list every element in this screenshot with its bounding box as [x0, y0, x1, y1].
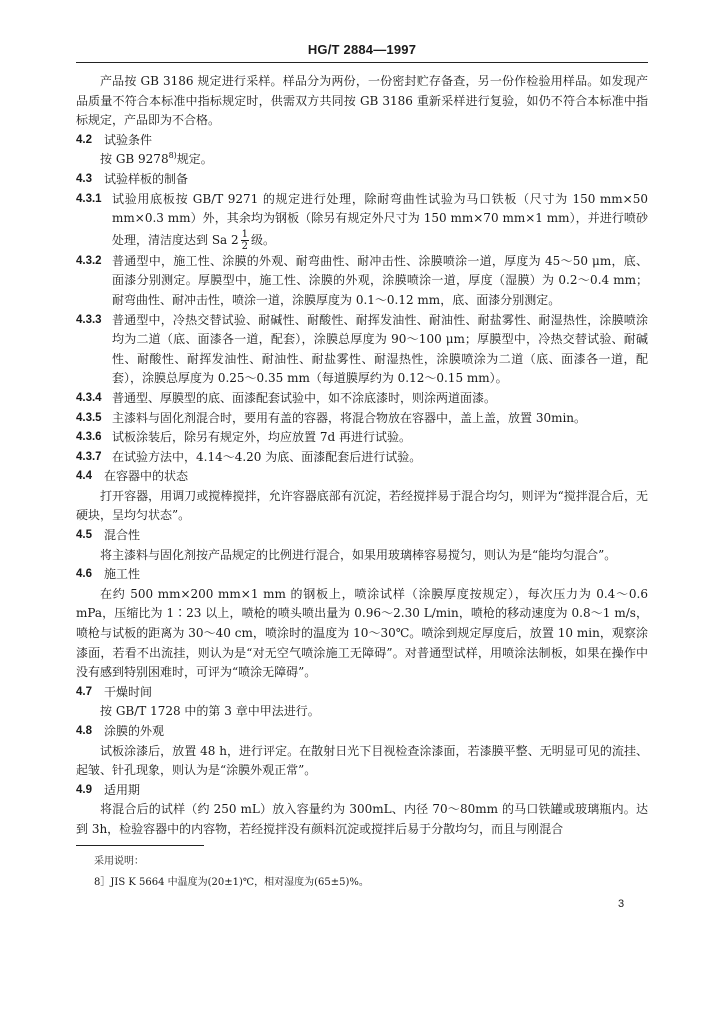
section-title: 试验样板的制备	[104, 171, 189, 186]
section-title: 施工性	[104, 567, 141, 582]
section-4-4-heading	[76, 467, 648, 487]
page-number: 3	[618, 898, 625, 910]
clause-text	[112, 190, 648, 252]
clause-number: 4.3.6	[76, 431, 102, 444]
section-number: 4.7	[76, 685, 92, 698]
clause-number: 4.3.5	[76, 411, 102, 424]
section-4-9-text: 将混合后的试样（约 250 mL）放入容量约为 300mL、内径 70～80mm 的马口铁罐或玻璃瓶内。达到 3h，检验容器中的内容物，若经搅拌没有颜料沉淀或搅拌后易于分散均匀，而且与刚混合	[76, 802, 648, 836]
section-number: 4.9	[76, 783, 92, 796]
clause-number: 4.3.3	[76, 313, 102, 326]
clause-text: 在试验方法中，4.14～4.20 为底、面漆配套后进行试验。	[112, 449, 422, 464]
section-number: 4.4	[76, 470, 92, 483]
clause-4-3-3	[76, 311, 648, 389]
section-title: 试验条件	[104, 132, 153, 147]
section-4-2-text	[76, 150, 648, 170]
document-body	[76, 72, 648, 840]
section-number: 4.3	[76, 172, 92, 185]
section-title: 适用期	[104, 782, 141, 797]
sampling-paragraph: 产品按 GB 3186 规定进行采样。样品分为两份，一份密封贮存备查，另一份作检验用样品。如发现产品质量不符合本标准中指标规定时，供需双方共同按 GB 3186 重新采样进行复验，如仍不符合本标准中指标规定，产品即为不合格。	[76, 74, 648, 128]
clause-number: 4.3.1	[76, 192, 102, 205]
fraction-numerator: 1	[241, 228, 249, 240]
section-4-6-text: 在约 500 mm×200 mm×1 mm 的钢板上，喷涂试样（涂膜厚度按规定），每次压力为 0.4～0.6 mPa，压缩比为 1∶23 以上，喷枪的喷头喷出量为 0.96～2.30 L/min，喷枪的移动速度为 0.8～1 m/s，喷枪与试板的距离为 30～40 cm，喷涂时的温度为 10～30℃。喷涂到规定厚度后，放置 10 min，观察涂漆面，若看不出流挂，则认为是“对无空气喷涂施工无障碍”。对普通型试样，用喷涂法制板，如果在操作中没有感到特别困难时，可评为“喷涂无障碍”。	[76, 586, 648, 680]
section-title: 干燥时间	[104, 684, 153, 699]
section-number: 4.2	[76, 133, 92, 146]
clause-text: 试板涂装后，除另有规定外，均应放置 7d 再进行试验。	[112, 430, 411, 445]
clause-4-3-2	[76, 252, 648, 311]
section-title: 在容器中的状态	[104, 469, 189, 484]
fraction-denominator: 2	[241, 240, 249, 252]
clause-number: 4.3.7	[76, 450, 102, 463]
section-title: 混合性	[104, 528, 141, 543]
test-conditions-text: 按 GB 9278	[100, 152, 169, 167]
section-4-5-text: 将主漆料与固化剂按产品规定的比例进行混合，如果用玻璃棒容易搅匀，则认为是“能均匀混合”。	[100, 547, 617, 562]
section-4-2-heading	[76, 131, 648, 151]
footnote-rule	[76, 845, 204, 846]
footnote-title: 采用说明：	[94, 856, 144, 867]
footnote-marker: 8)	[168, 151, 177, 161]
section-4-7-text: 按 GB/T 1728 中的第 3 章中甲法进行。	[100, 704, 320, 719]
clause-4-3-7	[76, 448, 648, 468]
section-4-3-heading	[76, 170, 648, 190]
section-number: 4.5	[76, 529, 92, 542]
substrate-text: 试验用底板按 GB/T 9271 的规定进行处理，除耐弯曲性试验为马口铁板（尺寸为 150 mm×50 mm×0.3 mm）外，其余均为钢板（除另有规定外尺寸为 150 mm×70 mm×1 mm），并进行喷砂处理，清洁度达到 Sa 2	[112, 191, 648, 247]
section-4-7-heading	[76, 683, 648, 703]
clause-text: 普通型中，冷热交替试验、耐碱性、耐酸性、耐挥发油性、耐油性、耐盐雾性、耐湿热性，涂膜喷涂均为二道（底、面漆各一道，配套），涂膜总厚度为 90～100 μm；厚膜型中，冷热交替试验、耐碱性、耐酸性、耐挥发油性、耐油性、耐盐雾性、耐湿热性，涂膜喷涂为二道（底、面漆各一道，配套），涂膜总厚度为 0.25～0.35 mm（每道膜厚约为 0.12～0.15 mm）。	[112, 312, 648, 386]
standard-code-header: HG/T 2884—1997	[307, 42, 417, 57]
clause-text: 主漆料与固化剂混合时，要用有盖的容器，将混合物放在容器中，盖上盖，放置 30min。	[112, 410, 587, 425]
clause-text: 普通型、厚膜型的底、面漆配套试验中，如不涂底漆时，则涂两道面漆。	[112, 390, 497, 405]
section-4-8-text: 试板涂漆后，放置 48 h，进行评定。在散射日光下目视检查涂漆面，若漆膜平整、无明显可见的流挂、起皱、针孔现象，则认为是“涂膜外观正常”。	[76, 743, 648, 778]
section-number: 4.6	[76, 568, 92, 581]
fraction	[241, 229, 249, 252]
header-rule	[76, 62, 648, 63]
clause-number: 4.3.4	[76, 391, 102, 404]
clause-4-3-1	[76, 190, 648, 252]
section-4-8-heading	[76, 722, 648, 742]
footnote-text: 8］JIS K 5664 中温度为(20±1)℃，相对湿度为(65±5)%。	[94, 877, 369, 888]
clause-text: 普通型中，施工性、涂膜的外观、耐弯曲性、耐冲击性、涂膜喷涂一道，厚度为 45～50 μm，底、面漆分别测定。厚膜型中，施工性、涂膜的外观，涂膜喷涂一道，厚度（湿膜）为 0.2～0.4 mm；耐弯曲性、耐冲击性，喷涂一道，涂膜厚度为 0.1～0.12 mm，底、面漆分别测定。	[112, 253, 648, 307]
section-4-6-heading	[76, 565, 648, 585]
substrate-suffix: 级。	[251, 232, 276, 247]
section-number: 4.8	[76, 725, 92, 737]
clause-number: 4.3.2	[76, 254, 102, 267]
clause-4-3-5	[76, 409, 648, 429]
section-4-4-text: 打开容器，用调刀或搅棒搅拌，允许容器底部有沉淀，若经搅拌易于混合均匀，则评为“搅拌混合后，无硬块，呈均匀状态”。	[76, 488, 648, 523]
section-4-9-heading	[76, 781, 648, 801]
clause-4-3-6	[76, 428, 648, 448]
clause-4-3-4	[76, 389, 648, 409]
section-4-5-heading	[76, 526, 648, 546]
test-conditions-suffix: 规定。	[176, 152, 213, 167]
section-title: 涂膜的外观	[104, 724, 165, 738]
